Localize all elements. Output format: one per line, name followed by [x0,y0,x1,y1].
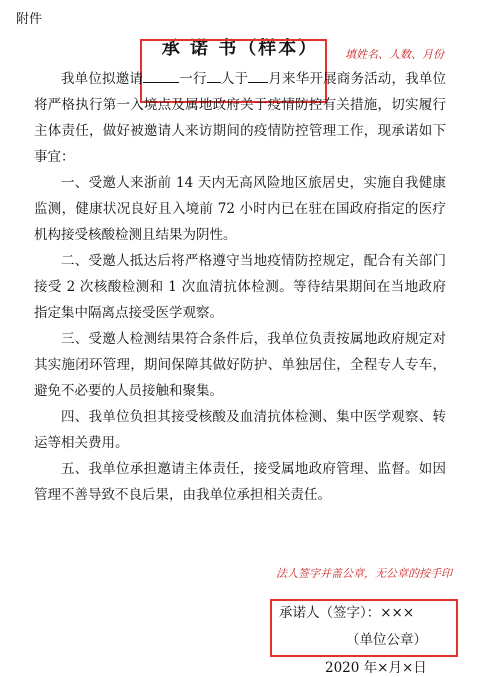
attachment-label: 附件 [16,12,43,27]
paragraph-5: 五、我单位承担邀请主体责任，接受属地政府管理、监督。如因管理不善导致不良后果，由我单位承担相关责任。 [34,461,446,503]
date-line: 2020 年×月×日 [325,660,427,676]
document-body [34,66,446,508]
annotation-signature: 法人签字并盖公章，无公章的按手印 [276,567,452,580]
paragraph-3: 三、受邀人检测结果符合条件后，我单位负责按属地政府规定对其实施闭环管理，期间保障其做好防护、单独居住，全程专人专车，避免不必要的人员接触和聚集。 [34,331,446,399]
blank-month [248,82,268,83]
signer-line: 承诺人（签字）：××× [279,605,415,621]
paragraph-4: 四、我单位负担其接受核酸及血清抗体检测、集中医学观察、转运等相关费用。 [34,409,446,451]
paragraph-2: 二、受邀人抵达后将严格遵守当地疫情防控规定，配合有关部门接受 2 次核酸检测和 1 次血清抗体检测。等待结果期间在当地政府指定集中隔离点接受医学观察。 [34,253,446,321]
seal-label: （单位公章） [346,632,427,648]
paragraph-1: 一、受邀人来浙前 14 天内无高风险地区旅居史，实施自我健康监测，健康状况良好且入境前 72 小时内已在驻在国政府指定的医疗机构接受核酸检测且结果为阴性。 [34,175,446,243]
blank-name [143,82,179,83]
document-title: 承 诺 书（样本） [161,38,319,59]
paragraph-intro: 我单位拟邀请 一行 人于 月来华开展商务活动，我单位将严格执行第一入境点及属地政府关于疫情防控有关措施，切实履行主体责任，做好被邀请人来访期间的疫情防控管理工作，现承诺如下事宜： [34,71,447,165]
blank-count [207,82,221,83]
annotation-fill-fields: 填姓名、人数、月份 [345,48,444,61]
